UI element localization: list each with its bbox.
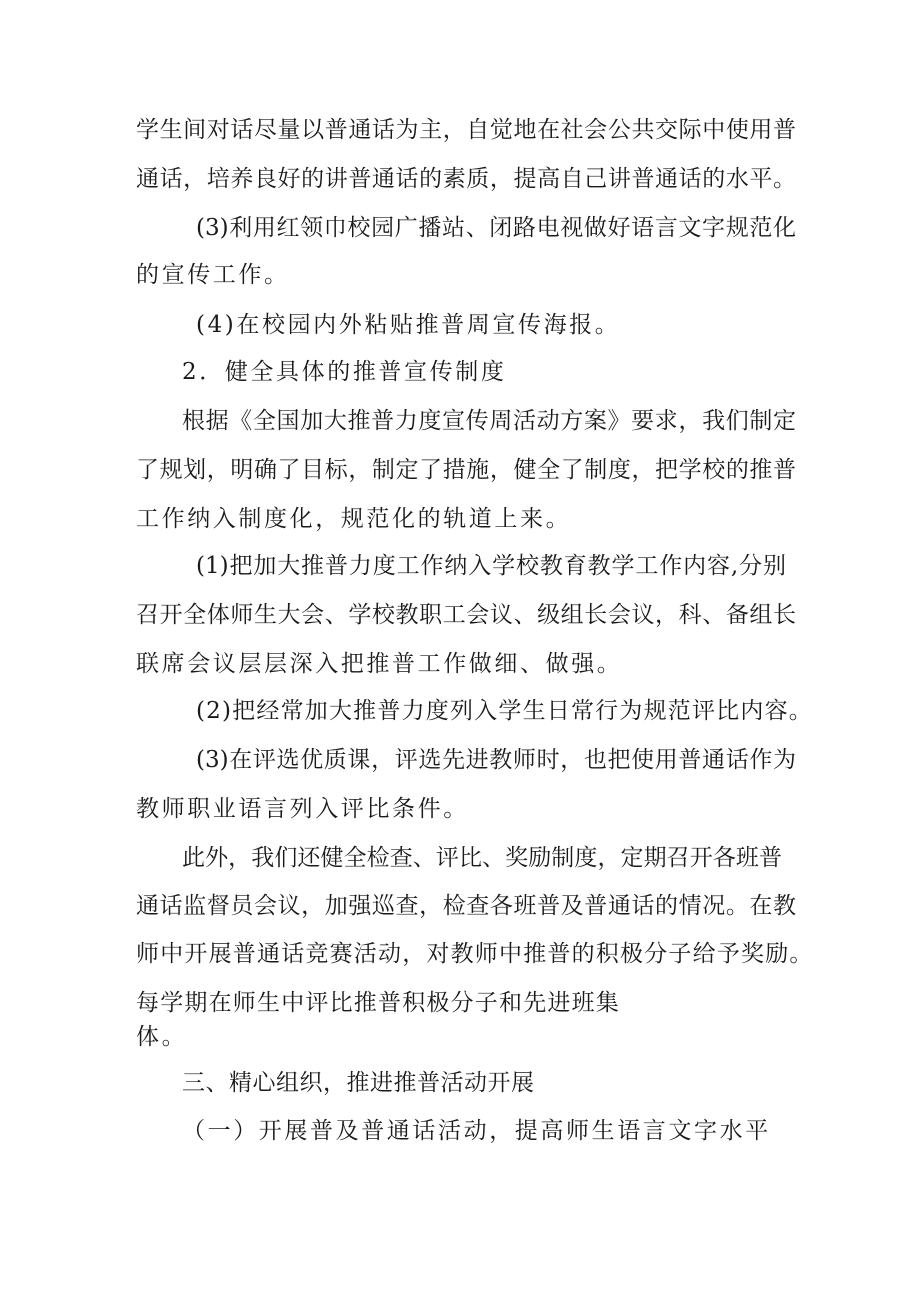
paragraph-line: 根据《全国加大推普力度宣传周活动方案》要求，我们制定: [182, 408, 796, 434]
paragraph-line: 通话，培养良好的讲普通话的素质，提高自己讲普通话的水平。: [136, 166, 796, 192]
list-item-line: (3)在评选优质课，评选先进教师时，也把使用普通话作为: [196, 747, 796, 773]
paragraph-line: 每学期在师生中评比推普积极分子和先进班集: [136, 990, 620, 1016]
chapter-heading: 三、精心组织，推进推普活动开展: [182, 1070, 535, 1096]
paragraph-line: 工作纳入制度化，规范化的轨道上来。: [136, 506, 572, 532]
paragraph-line: 召开全体师生大会、学校教职工会议、级组长会议，科、备组长: [136, 602, 796, 628]
list-item-line: (4)在校园内外粘贴推普周宣传海报。: [196, 312, 621, 338]
paragraph-line: 的宣传工作。: [136, 262, 290, 288]
list-item-line: (1)把加大推普力度工作纳入学校教育教学工作内容,分别: [196, 553, 786, 579]
paragraph-line: 此外，我们还健全检查、评比、奖励制度，定期召开各班普: [182, 845, 782, 871]
list-item-line: (3)利用红领巾校园广播站、闭路电视做好语言文字规范化: [196, 215, 796, 241]
paragraph-line: 教师职业语言列入评比条件。: [136, 796, 469, 822]
paragraph-line: 通话监督员会议，加强巡查，检查各班普及普通话的情况。在教: [136, 893, 796, 919]
paragraph-line: 了规划，明确了目标，制定了措施，健全了制度，把学校的推普: [136, 457, 796, 483]
section-heading: 2．健全具体的推普宣传制度: [182, 359, 507, 385]
paragraph-line: 师中开展普通话竞赛活动，对教师中推普的积极分子给予奖励。: [136, 941, 814, 967]
list-item-line: (2)把经常加大推普力度列入学生日常行为规范评比内容。: [196, 698, 813, 724]
paragraph-line: 学生间对话尽量以普通话为主，自觉地在社会公共交际中使用普: [136, 117, 796, 143]
paragraph-line: 联席会议层层深入把推普工作做细、做强。: [136, 651, 623, 677]
sub-heading: （一）开展普及普通话活动，提高师生语言文字水平: [182, 1118, 771, 1144]
paragraph-line: 体。: [136, 1024, 188, 1050]
